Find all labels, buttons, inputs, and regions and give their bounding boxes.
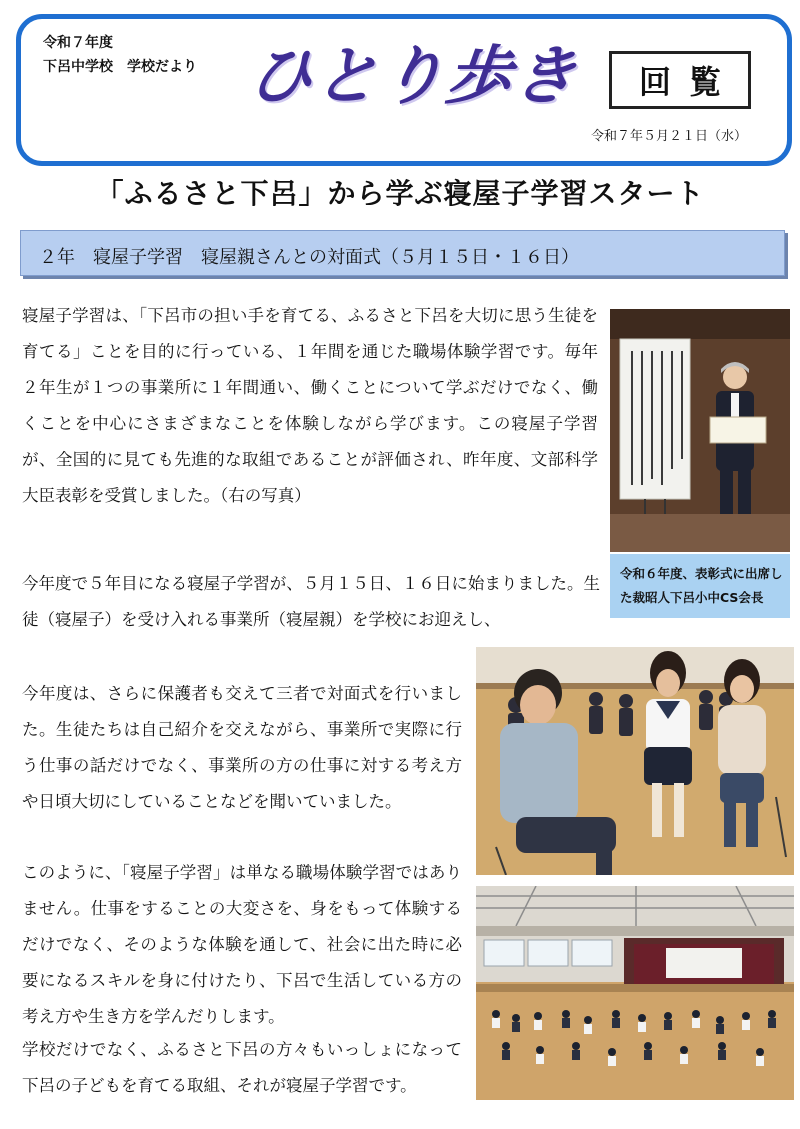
section-subtitle: ２年 寝屋子学習 寝屋親さんとの対面式（５月１５日・１６日） [39, 247, 579, 268]
paragraph-intro: 寝屋子学習は、「下呂市の担い手を育てる、ふるさと下呂を大切に思う生徒を育てる」ことを目的に行っている、１年間を通じた職場体験学習です。毎年２年生が１つの事業所に１年間通い、働くことについて学ぶだけでなく、働くことを中心にさまざまなことを体験しながら学びます。この寝屋子学習が、全国的に見ても先進的な取組であることが評価され、昨年度、文部科学大臣表彰を受賞しました。（右の写真） [22, 306, 598, 505]
paragraph-purpose: このように、「寝屋子学習」は単なる職場体験学習ではありません。仕事をすることの大変さを、身をもって体験するだけでなく、そのような体験を通して、社会に出た時に必要になるスキルを身に付けたり、下呂で生活している方の考え方や生き方を学んだりします。 [22, 863, 462, 1026]
gymnasium-ceremony-photo [476, 886, 794, 1100]
circulate-stamp: 回覧 [609, 51, 751, 109]
award-ceremony-photo [610, 309, 790, 552]
issue-date: 令和７年５月２１日（水） [591, 129, 748, 144]
school-year: 令和７年度 [43, 35, 113, 51]
issue-info [43, 31, 197, 79]
article-title: 「ふるさと下呂」から学ぶ寝屋子学習スタート [95, 177, 705, 210]
face-to-face-ceremony-photo [476, 647, 794, 875]
newsletter-header [16, 14, 792, 166]
photo-caption: 令和６年度、表彰式に出席した裁昭人下呂小中CS会長 [610, 554, 790, 618]
section-subtitle-bar [20, 230, 785, 276]
school-name: 下呂中学校 学校だより [43, 59, 197, 75]
paragraph-start: 今年度で５年目になる寝屋子学習が、５月１５日、１６日に始まりました。生徒（寝屋子）を受け入れる事業所（寝屋親）を学校にお迎えし、 [22, 574, 600, 629]
newsletter-masthead: ひとり歩き [244, 39, 583, 114]
paragraph-closing: 学校だけでなく、ふるさと下呂の方々もいっしょになって下呂の子どもを育てる取組、それが寝屋子学習です。 [22, 1040, 462, 1095]
paragraph-ceremony: 今年度は、さらに保護者も交えて三者で対面式を行いました。生徒たちは自己紹介を交えながら、事業所で実際に行う仕事の話だけでなく、事業所の方の仕事に対する考え方や日頃大切にしていることなどを聞いていました。 [22, 684, 463, 811]
